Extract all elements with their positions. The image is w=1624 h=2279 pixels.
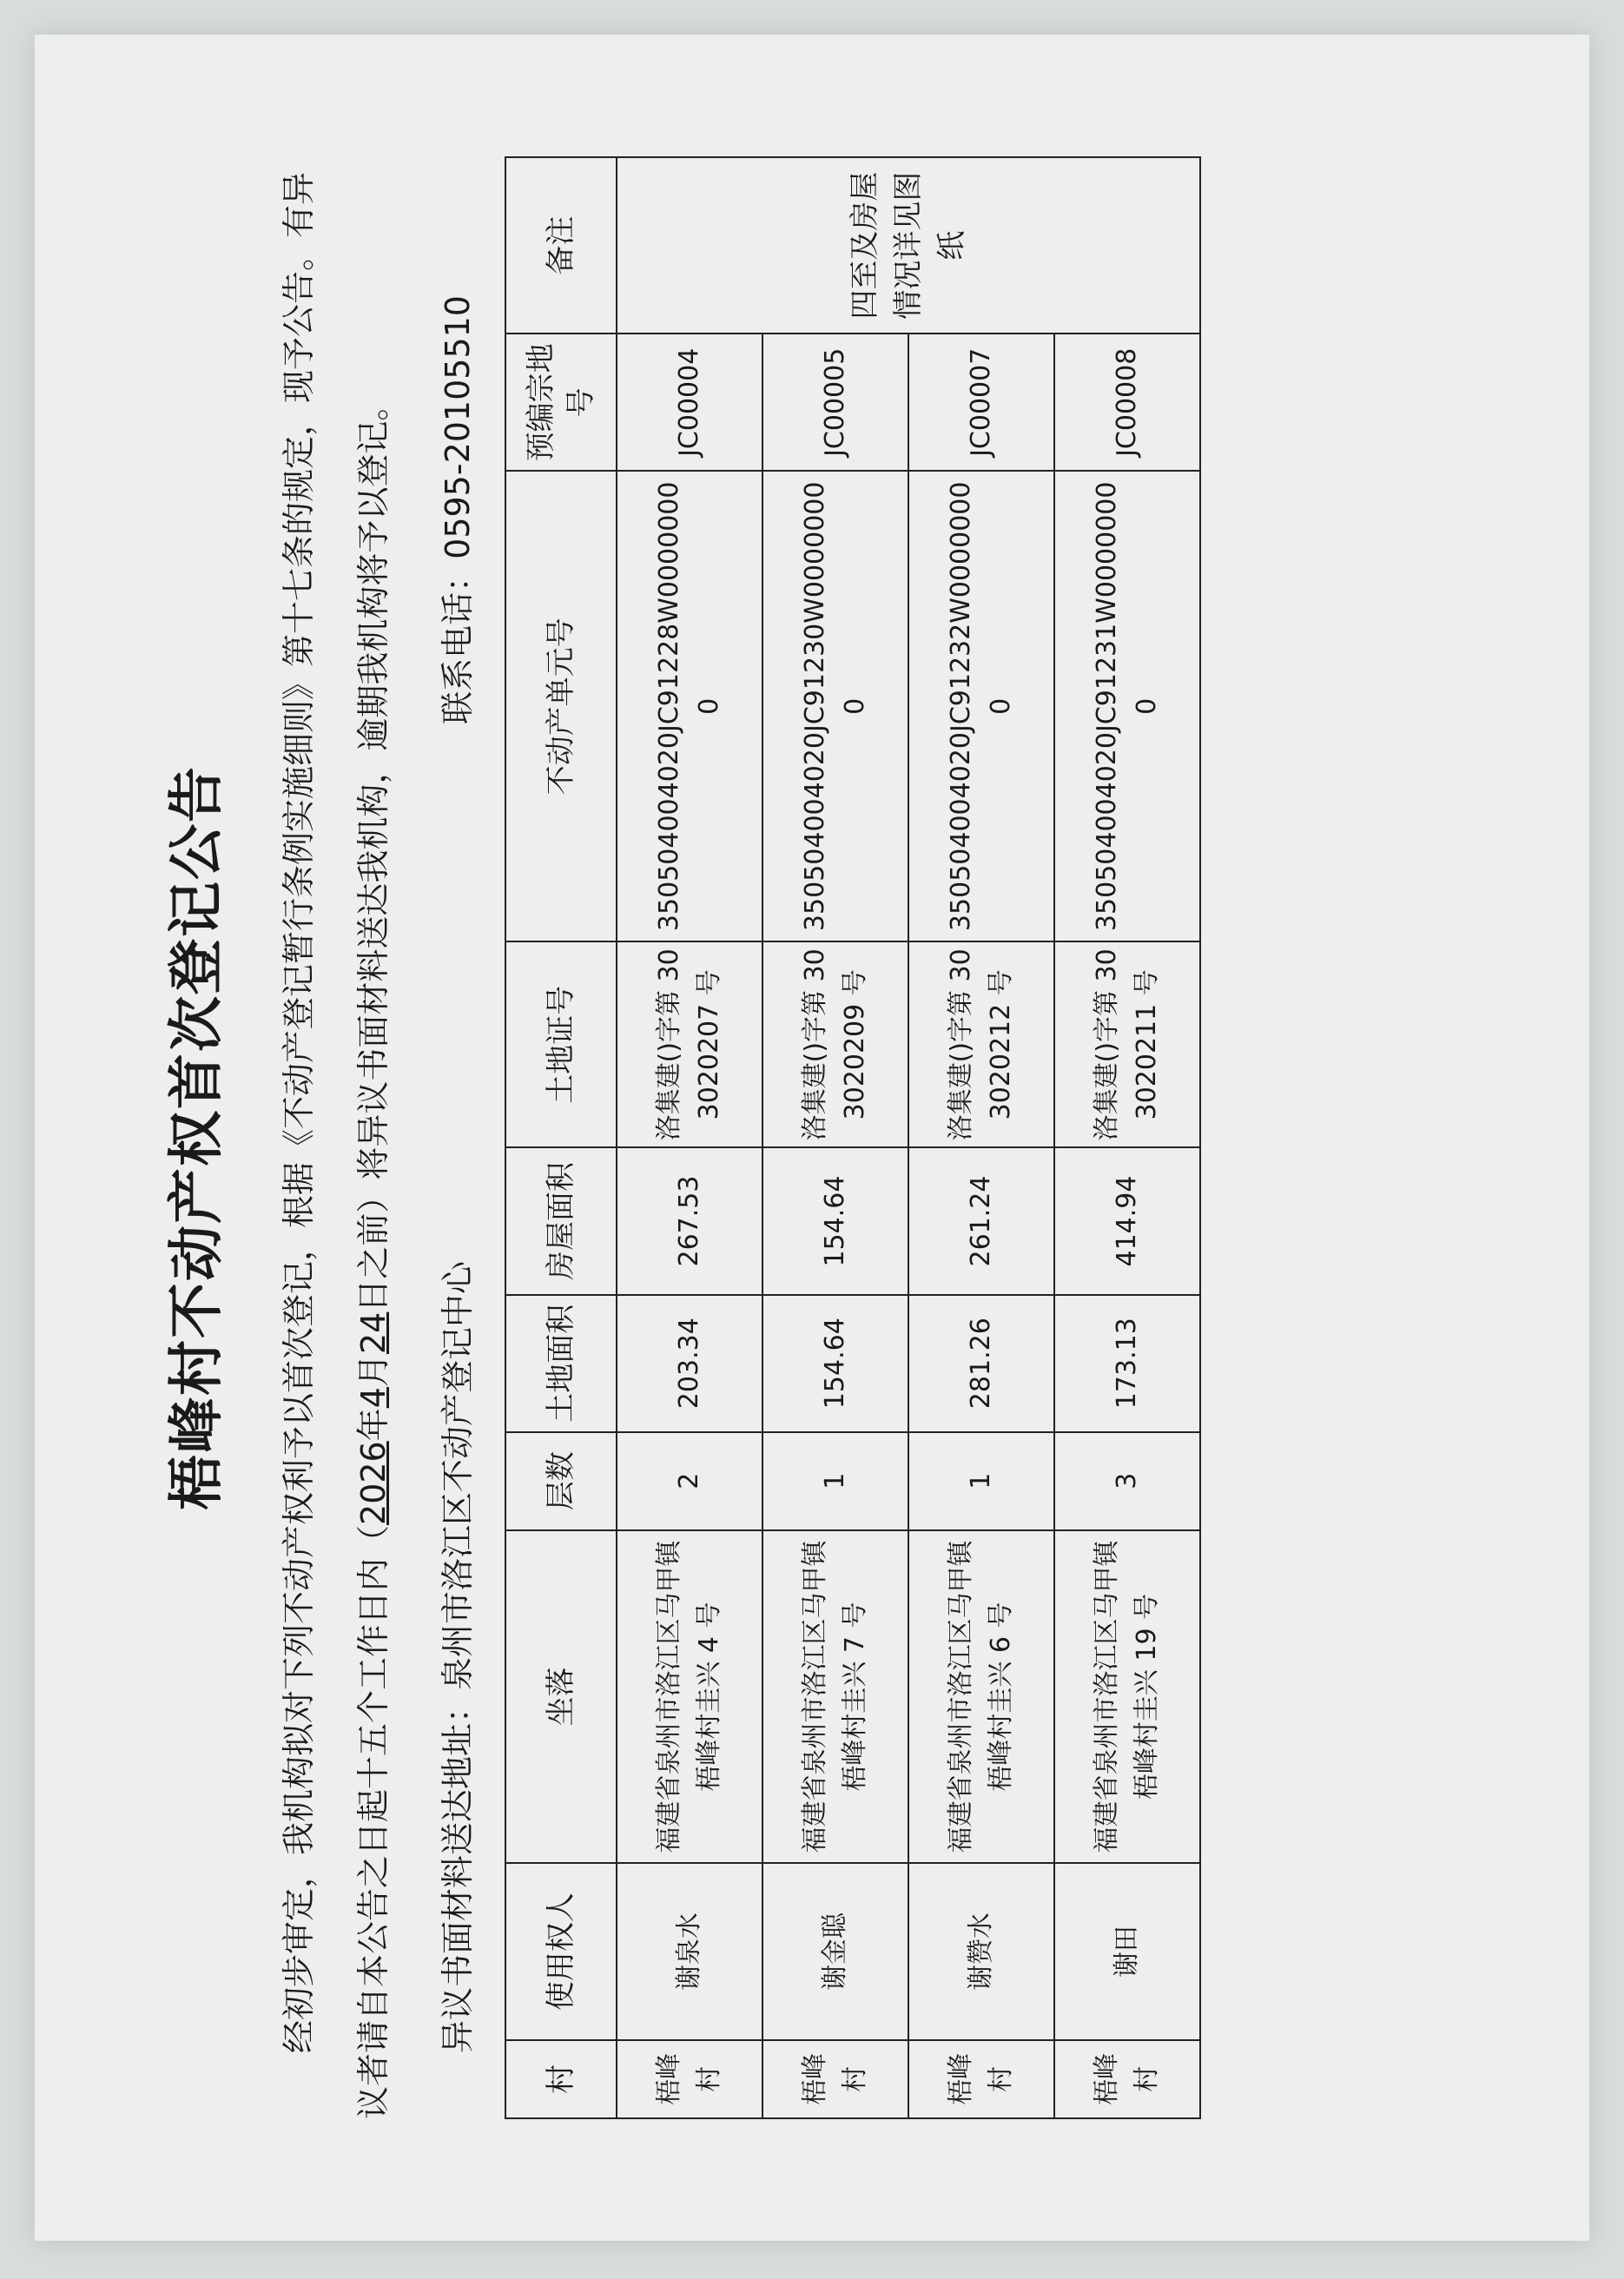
cell-land-cert: 洛集建()字第 303020211 号 <box>1054 941 1200 1147</box>
cell-land-cert: 洛集建()字第 303020209 号 <box>762 941 908 1147</box>
cell-holder: 谢泉水 <box>617 1863 762 2039</box>
objection-address <box>423 1261 492 2053</box>
deadline-year-suffix: 年 <box>354 1408 393 1442</box>
cell-unit-no: 350504004020JC91230W00000000 <box>762 471 908 941</box>
cell-house-area: 154.64 <box>762 1147 908 1294</box>
notice-body-part1: 经初步审定，我机构拟对下列不动产权利予以首次登记，根据《不动产登记暂行条例实施细则》第十七条的规定，现予公告。有异议者请自本公告之日起十五个工作日内（ <box>280 171 393 2119</box>
contact-phone <box>423 295 492 724</box>
cell-holder: 谢赞水 <box>908 1863 1054 2039</box>
cell-village: 梧峰村 <box>617 2040 762 2118</box>
cell-house-area: 261.24 <box>908 1147 1054 1294</box>
cell-location: 福建省泉州市洛江区马甲镇梧峰村圭兴 6 号 <box>908 1530 1054 1864</box>
cell-village: 梧峰村 <box>908 2040 1054 2118</box>
cell-unit-no: 350504004020JC91231W00000000 <box>1054 471 1200 941</box>
cell-holder: 谢田 <box>1054 1863 1200 2039</box>
cell-parcel-no: JC00007 <box>908 334 1054 471</box>
header-remark: 备注 <box>505 157 617 334</box>
cell-house-area: 267.53 <box>617 1147 762 1294</box>
notice-document <box>100 78 1524 2197</box>
header-unit-no: 不动产单元号 <box>505 471 617 941</box>
notice-title: 梧峰村不动产权首次登记公告 <box>165 765 229 1510</box>
address-value: 泉州市洛江区不动产登记中心 <box>439 1260 477 1690</box>
cell-floors: 1 <box>908 1432 1054 1530</box>
cell-land-area: 281.26 <box>908 1295 1054 1432</box>
header-house-area: 房屋面积 <box>505 1147 617 1294</box>
header-location: 坐落 <box>505 1530 617 1864</box>
cell-location: 福建省泉州市洛江区马甲镇梧峰村圭兴 19 号 <box>1054 1530 1200 1864</box>
header-parcel-no: 预编宗地号 <box>505 334 617 471</box>
notice-body-part2: 日之前）将异议书面材料送达我机构，逾期我机构将予以登记。 <box>354 387 393 1312</box>
cell-house-area: 414.94 <box>1054 1147 1200 1294</box>
cell-floors: 3 <box>1054 1432 1200 1530</box>
table-row <box>1054 157 1200 2118</box>
phone-value: 0595-20105510 <box>439 295 477 559</box>
cell-land-cert: 洛集建()字第 303020207 号 <box>617 941 762 1147</box>
cell-land-cert: 洛集建()字第 303020212 号 <box>908 941 1054 1147</box>
property-table <box>505 156 1201 2119</box>
cell-location: 福建省泉州市洛江区马甲镇梧峰村圭兴 4 号 <box>617 1530 762 1864</box>
deadline-month-suffix: 月 <box>354 1354 393 1388</box>
table-row <box>762 157 908 2118</box>
table-row <box>617 157 762 2118</box>
cell-village: 梧峰村 <box>1054 2040 1200 2118</box>
cell-land-area: 154.64 <box>762 1295 908 1432</box>
cell-holder: 谢金聪 <box>762 1863 908 2039</box>
address-label: 异议书面材料送达地址： <box>439 1689 477 2053</box>
header-land-area: 土地面积 <box>505 1295 617 1432</box>
paper-sheet <box>35 35 1589 2241</box>
cell-village: 梧峰村 <box>762 2040 908 2118</box>
notice-body <box>261 156 411 2119</box>
cell-parcel-no: JC00005 <box>762 334 908 471</box>
cell-floors: 1 <box>762 1432 908 1530</box>
cell-location: 福建省泉州市洛江区马甲镇梧峰村圭兴 7 号 <box>762 1530 908 1864</box>
table-header-row <box>505 157 617 2118</box>
contact-row <box>423 156 492 2053</box>
table-row <box>908 157 1054 2118</box>
cell-floors: 2 <box>617 1432 762 1530</box>
cell-land-area: 173.13 <box>1054 1295 1200 1432</box>
header-holder: 使用权人 <box>505 1863 617 2039</box>
cell-land-area: 203.34 <box>617 1295 762 1432</box>
cell-remark: 四至及房屋情况详见图纸 <box>617 157 1200 334</box>
cell-unit-no: 350504004020JC91232W00000000 <box>908 471 1054 941</box>
header-village: 村 <box>505 2040 617 2118</box>
phone-label: 联系电话： <box>439 558 477 724</box>
cell-parcel-no: JC00004 <box>617 334 762 471</box>
deadline-year: 2026 <box>354 1441 393 1525</box>
header-land-cert: 土地证号 <box>505 941 617 1147</box>
deadline-day: 24 <box>354 1311 393 1355</box>
cell-parcel-no: JC00008 <box>1054 334 1200 471</box>
deadline-month: 4 <box>354 1387 393 1409</box>
cell-unit-no: 350504004020JC91228W00000000 <box>617 471 762 941</box>
header-floors: 层数 <box>505 1432 617 1530</box>
